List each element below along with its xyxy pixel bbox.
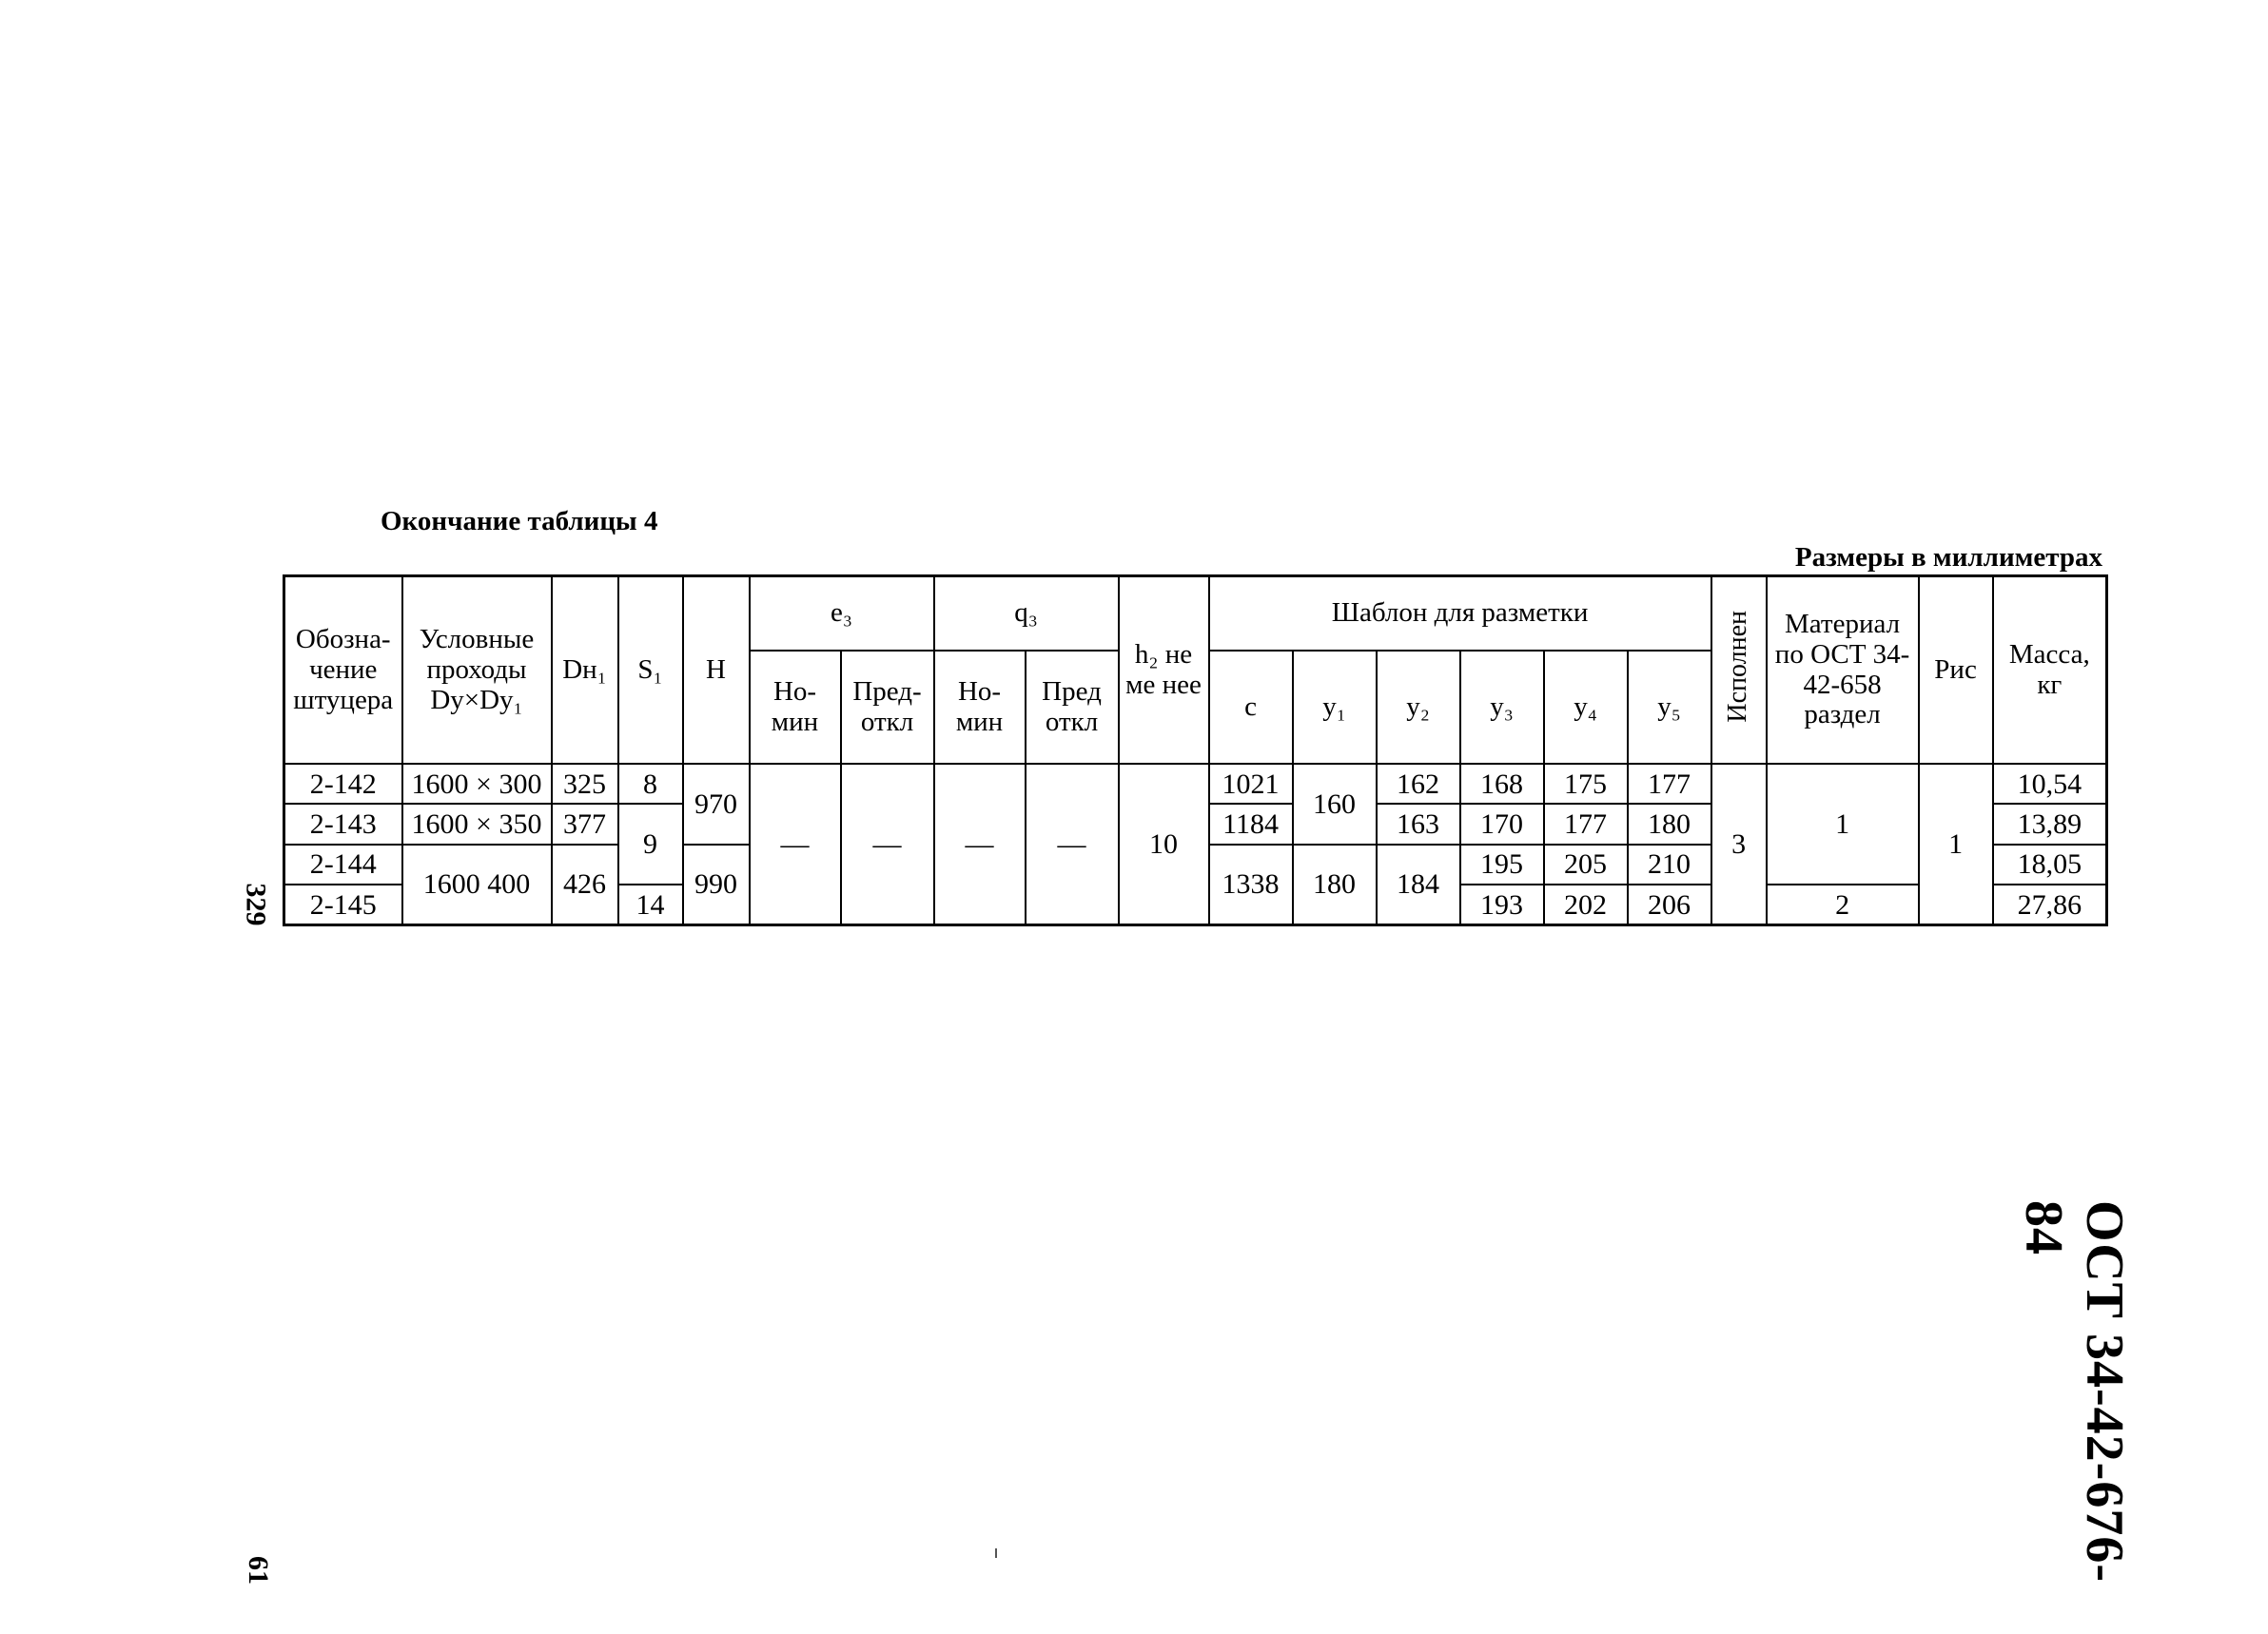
y4-cell: 177 bbox=[1544, 804, 1628, 844]
material-cell: 1 bbox=[1767, 764, 1919, 885]
y2-cell: 163 bbox=[1377, 804, 1460, 844]
c-cell: 1338 bbox=[1209, 845, 1293, 925]
col-execution-header bbox=[1711, 576, 1767, 765]
designation-cell: 2-142 bbox=[284, 764, 402, 804]
table-caption: Окончание таблицы 4 bbox=[381, 506, 658, 536]
y2-cell: 184 bbox=[1377, 845, 1460, 925]
col-s1-header: S₁ bbox=[618, 576, 683, 765]
dn1-cell: 426 bbox=[552, 845, 618, 925]
s1-cell: 9 bbox=[618, 804, 683, 885]
designation-cell: 2-143 bbox=[284, 804, 402, 844]
c-cell: 1021 bbox=[1209, 764, 1293, 804]
dimensions-table bbox=[283, 574, 2108, 926]
table-row bbox=[284, 764, 2107, 804]
col-fig-header: Рис bbox=[1919, 576, 1993, 765]
col-y1-header: y₁ bbox=[1293, 651, 1377, 764]
col-template-header: Шаблон для разметки bbox=[1209, 576, 1711, 652]
h-cell: 970 bbox=[683, 764, 750, 845]
y1-cell: 160 bbox=[1293, 764, 1377, 845]
execution-label: Исполнен bbox=[1723, 610, 1753, 723]
mass-cell: 27,86 bbox=[1993, 885, 2107, 924]
dn1-cell: 377 bbox=[552, 804, 618, 844]
h2-cell: 10 bbox=[1119, 764, 1209, 924]
col-e3-nom-header: Но-мин bbox=[750, 651, 841, 764]
s1-cell: 14 bbox=[618, 885, 683, 924]
material-cell: 2 bbox=[1767, 885, 1919, 924]
y5-cell: 177 bbox=[1628, 764, 1711, 804]
col-passes-header: Условные проходы Dy×Dy₁ bbox=[402, 576, 552, 765]
y1-cell: 180 bbox=[1293, 845, 1377, 925]
col-e3-header: e₃ bbox=[750, 576, 934, 652]
document-code: ОСТ 34-42-676-84 bbox=[2014, 1200, 2134, 1583]
y4-cell: 202 bbox=[1544, 885, 1628, 924]
passes-cell: 1600 × 350 bbox=[402, 804, 552, 844]
col-mass-header: Масса, кг bbox=[1993, 576, 2107, 765]
designation-cell: 2-145 bbox=[284, 885, 402, 924]
passes-cell: 1600 × 300 bbox=[402, 764, 552, 804]
mass-cell: 13,89 bbox=[1993, 804, 2107, 844]
col-c-header: c bbox=[1209, 651, 1293, 764]
mass-cell: 18,05 bbox=[1993, 845, 2107, 885]
col-q3-dev-header: Пред откл bbox=[1026, 651, 1119, 764]
dn1-cell: 325 bbox=[552, 764, 618, 804]
execution-cell: 3 bbox=[1711, 764, 1767, 924]
units-note: Размеры в миллиметрах bbox=[1794, 542, 2102, 573]
col-y2-header: y₂ bbox=[1377, 651, 1460, 764]
col-material-header: Материал по ОСТ 34-42-658 раздел bbox=[1767, 576, 1919, 765]
col-designation-header: Обозна-чение штуцера bbox=[284, 576, 402, 765]
col-y4-header: y₄ bbox=[1544, 651, 1628, 764]
y3-cell: 195 bbox=[1460, 845, 1544, 885]
y3-cell: 168 bbox=[1460, 764, 1544, 804]
fig-cell: 1 bbox=[1919, 764, 1993, 924]
e3-dev-cell: — bbox=[841, 764, 934, 924]
y5-cell: 210 bbox=[1628, 845, 1711, 885]
col-y3-header: y₃ bbox=[1460, 651, 1544, 764]
y3-cell: 193 bbox=[1460, 885, 1544, 924]
col-e3-dev-header: Пред-откл bbox=[841, 651, 934, 764]
col-h2-header: h₂ не ме нее bbox=[1119, 576, 1209, 765]
y2-cell: 162 bbox=[1377, 764, 1460, 804]
s1-cell: 8 bbox=[618, 764, 683, 804]
y3-cell: 170 bbox=[1460, 804, 1544, 844]
col-dn1-header: Dн₁ bbox=[552, 576, 618, 765]
col-q3-nom-header: Но-мин bbox=[934, 651, 1026, 764]
y5-cell: 180 bbox=[1628, 804, 1711, 844]
page-number-side: 329 bbox=[240, 883, 272, 926]
col-q3-header: q₃ bbox=[934, 576, 1119, 652]
passes-cell: 1600 400 bbox=[402, 845, 552, 925]
y4-cell: 205 bbox=[1544, 845, 1628, 885]
mass-cell: 10,54 bbox=[1993, 764, 2107, 804]
scan-speck bbox=[995, 1548, 997, 1558]
c-cell: 1184 bbox=[1209, 804, 1293, 844]
q3-nom-cell: — bbox=[934, 764, 1026, 924]
e3-nom-cell: — bbox=[750, 764, 841, 924]
q3-dev-cell: — bbox=[1026, 764, 1119, 924]
page-number-bottom: 61 bbox=[243, 1556, 274, 1585]
col-y5-header: y₅ bbox=[1628, 651, 1711, 764]
designation-cell: 2-144 bbox=[284, 845, 402, 885]
y5-cell: 206 bbox=[1628, 885, 1711, 924]
y4-cell: 175 bbox=[1544, 764, 1628, 804]
h-cell: 990 bbox=[683, 845, 750, 925]
col-h-header: H bbox=[683, 576, 750, 765]
